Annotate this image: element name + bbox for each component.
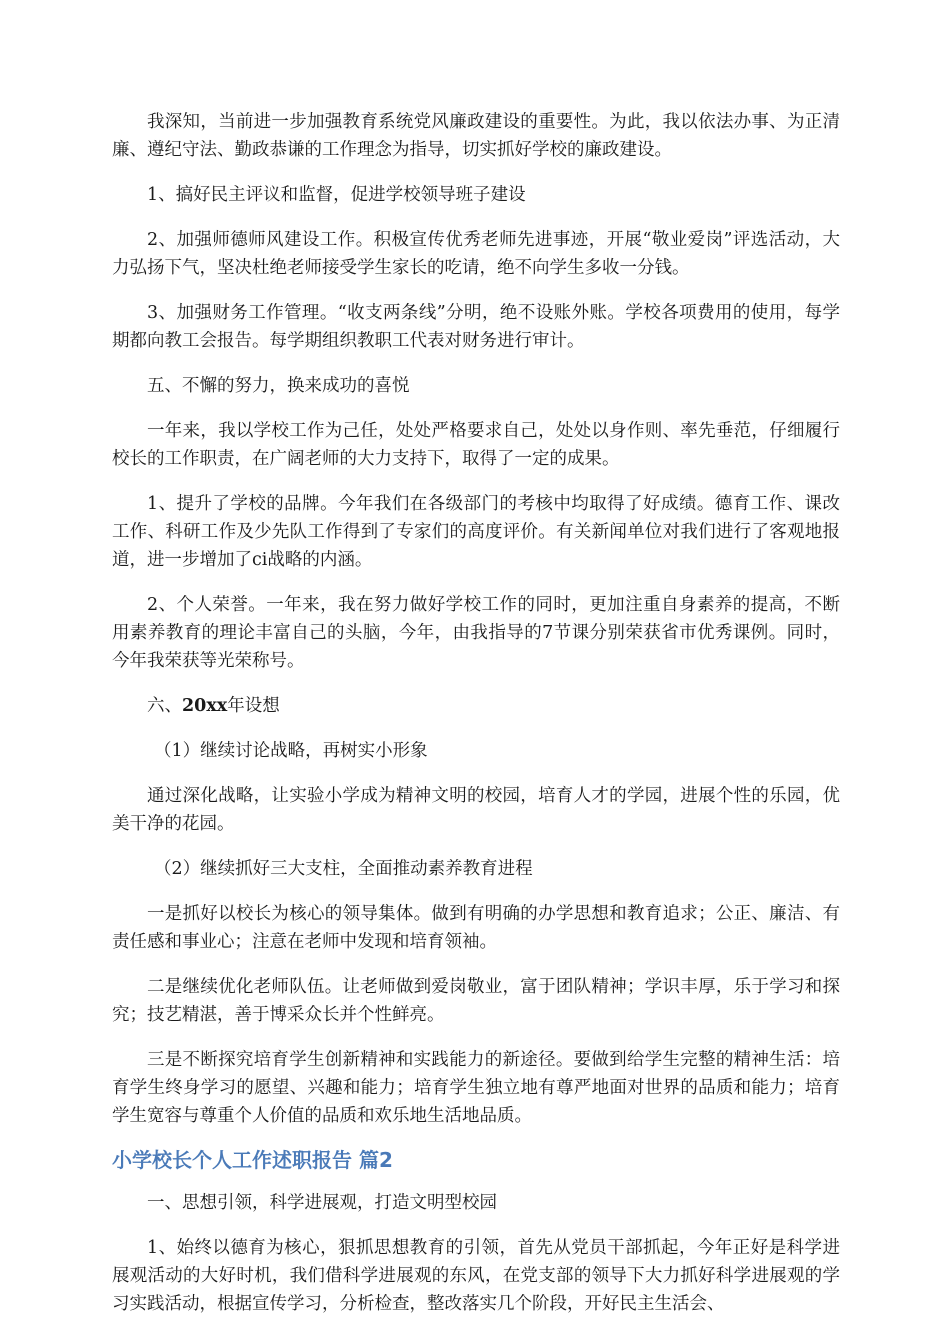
paragraph-brand: 1、提升了学校的品牌。今年我们在各级部门的考核中均取得了好成绩。德育工作、课改工作、科研工作及少先队工作得到了专家们的高度评价。有关新闻单位对我们进行了客观地报道，进一步增加了ci战略的内涵。 [112,494,840,570]
paragraph-strategy: 通过深化战略，让实验小学成为精神文明的校园，培育人才的学园，进展个性的乐园，优美干净的花园。 [112,786,840,834]
paragraph-item-3: 3、加强财务工作管理。“收支两条线”分明，绝不设账外账。学校各项费用的使用，每学期都向教工会报告。每学期组织教职工代表对财务进行审计。 [112,303,840,351]
paragraph-moral-education: 1、始终以德育为核心，狠抓思想教育的引领，首先从党员干部抓起，今年正好是科学进展观活动的大好时机，我们借科学进展观的东风，在党支部的领导下大力抓好科学进展观的学习实践活动，根据宣传学习，分析检查，整改落实几个阶段，开好民主生活会、 [112,1238,840,1314]
paragraph-students: 三是不断探究培育学生创新精神和实践能力的新途径。要做到给学生完整的精神生活：培育学生终身学习的愿望、兴趣和能力；培育学生独立地有尊严地面对世界的品质和能力；培育学生宽容与尊重个人价值的品质和欢乐地生活地品质。 [112,1050,840,1126]
paragraph-teachers: 二是继续优化老师队伍。让老师做到爱岗敬业，富于团队精神；学识丰厚，乐于学习和探究；技艺精湛，善于博采众长并个性鲜亮。 [112,977,840,1025]
section-heading-part-2: 小学校长个人工作述职报告 篇2 [112,1148,393,1172]
section-title-6 [112,692,840,720]
paragraph-honor: 2、个人荣誉。一年来，我在努力做好学校工作的同时，更加注重自身素养的提高，不断用素养教育的理论丰富自己的头脑，今年，由我指导的7节课分别荣获省市优秀课例。同时，今年我荣获等光荣称号。 [112,595,840,671]
section-6-prefix: 六、 [147,696,182,716]
subtitle-strategy: （1）继续讨论战略，再树实小形象 [154,741,428,761]
paragraph-item-1: 1、搞好民主评议和监督，促进学校领导班子建设 [147,185,526,205]
section-title-1: 一、思想引领，科学进展观，打造文明型校园 [147,1193,497,1213]
section-6-suffix: 年设想 [227,696,280,716]
subtitle-pillars: （2）继续抓好三大支柱，全面推动素养教育进程 [154,859,533,879]
paragraph-intro: 我深知，当前进一步加强教育系统党风廉政建设的重要性。为此，我以依法办事、为正清廉、遵纪守法、勤政恭谦的工作理念为指导，切实抓好学校的廉政建设。 [112,112,840,160]
section-6-year: 20xx [182,696,228,716]
paragraph-leadership: 一是抓好以校长为核心的领导集体。做到有明确的办学思想和教育追求；公正、廉洁、有责任感和事业心；注意在老师中发现和培育领袖。 [112,904,840,952]
document-body [112,108,840,1335]
section-title-5: 五、不懈的努力，换来成功的喜悦 [147,376,410,396]
paragraph-year-summary: 一年来，我以学校工作为己任，处处严格要求自己，处处以身作则、率先垂范，仔细履行校长的工作职责，在广阔老师的大力支持下，取得了一定的成果。 [112,421,840,469]
paragraph-item-2: 2、加强师德师风建设工作。积极宣传优秀老师先进事迹，开展“敬业爱岗”评选活动，大力弘扬下气，坚决杜绝老师接受学生家长的吃请，绝不向学生多收一分钱。 [112,230,840,278]
